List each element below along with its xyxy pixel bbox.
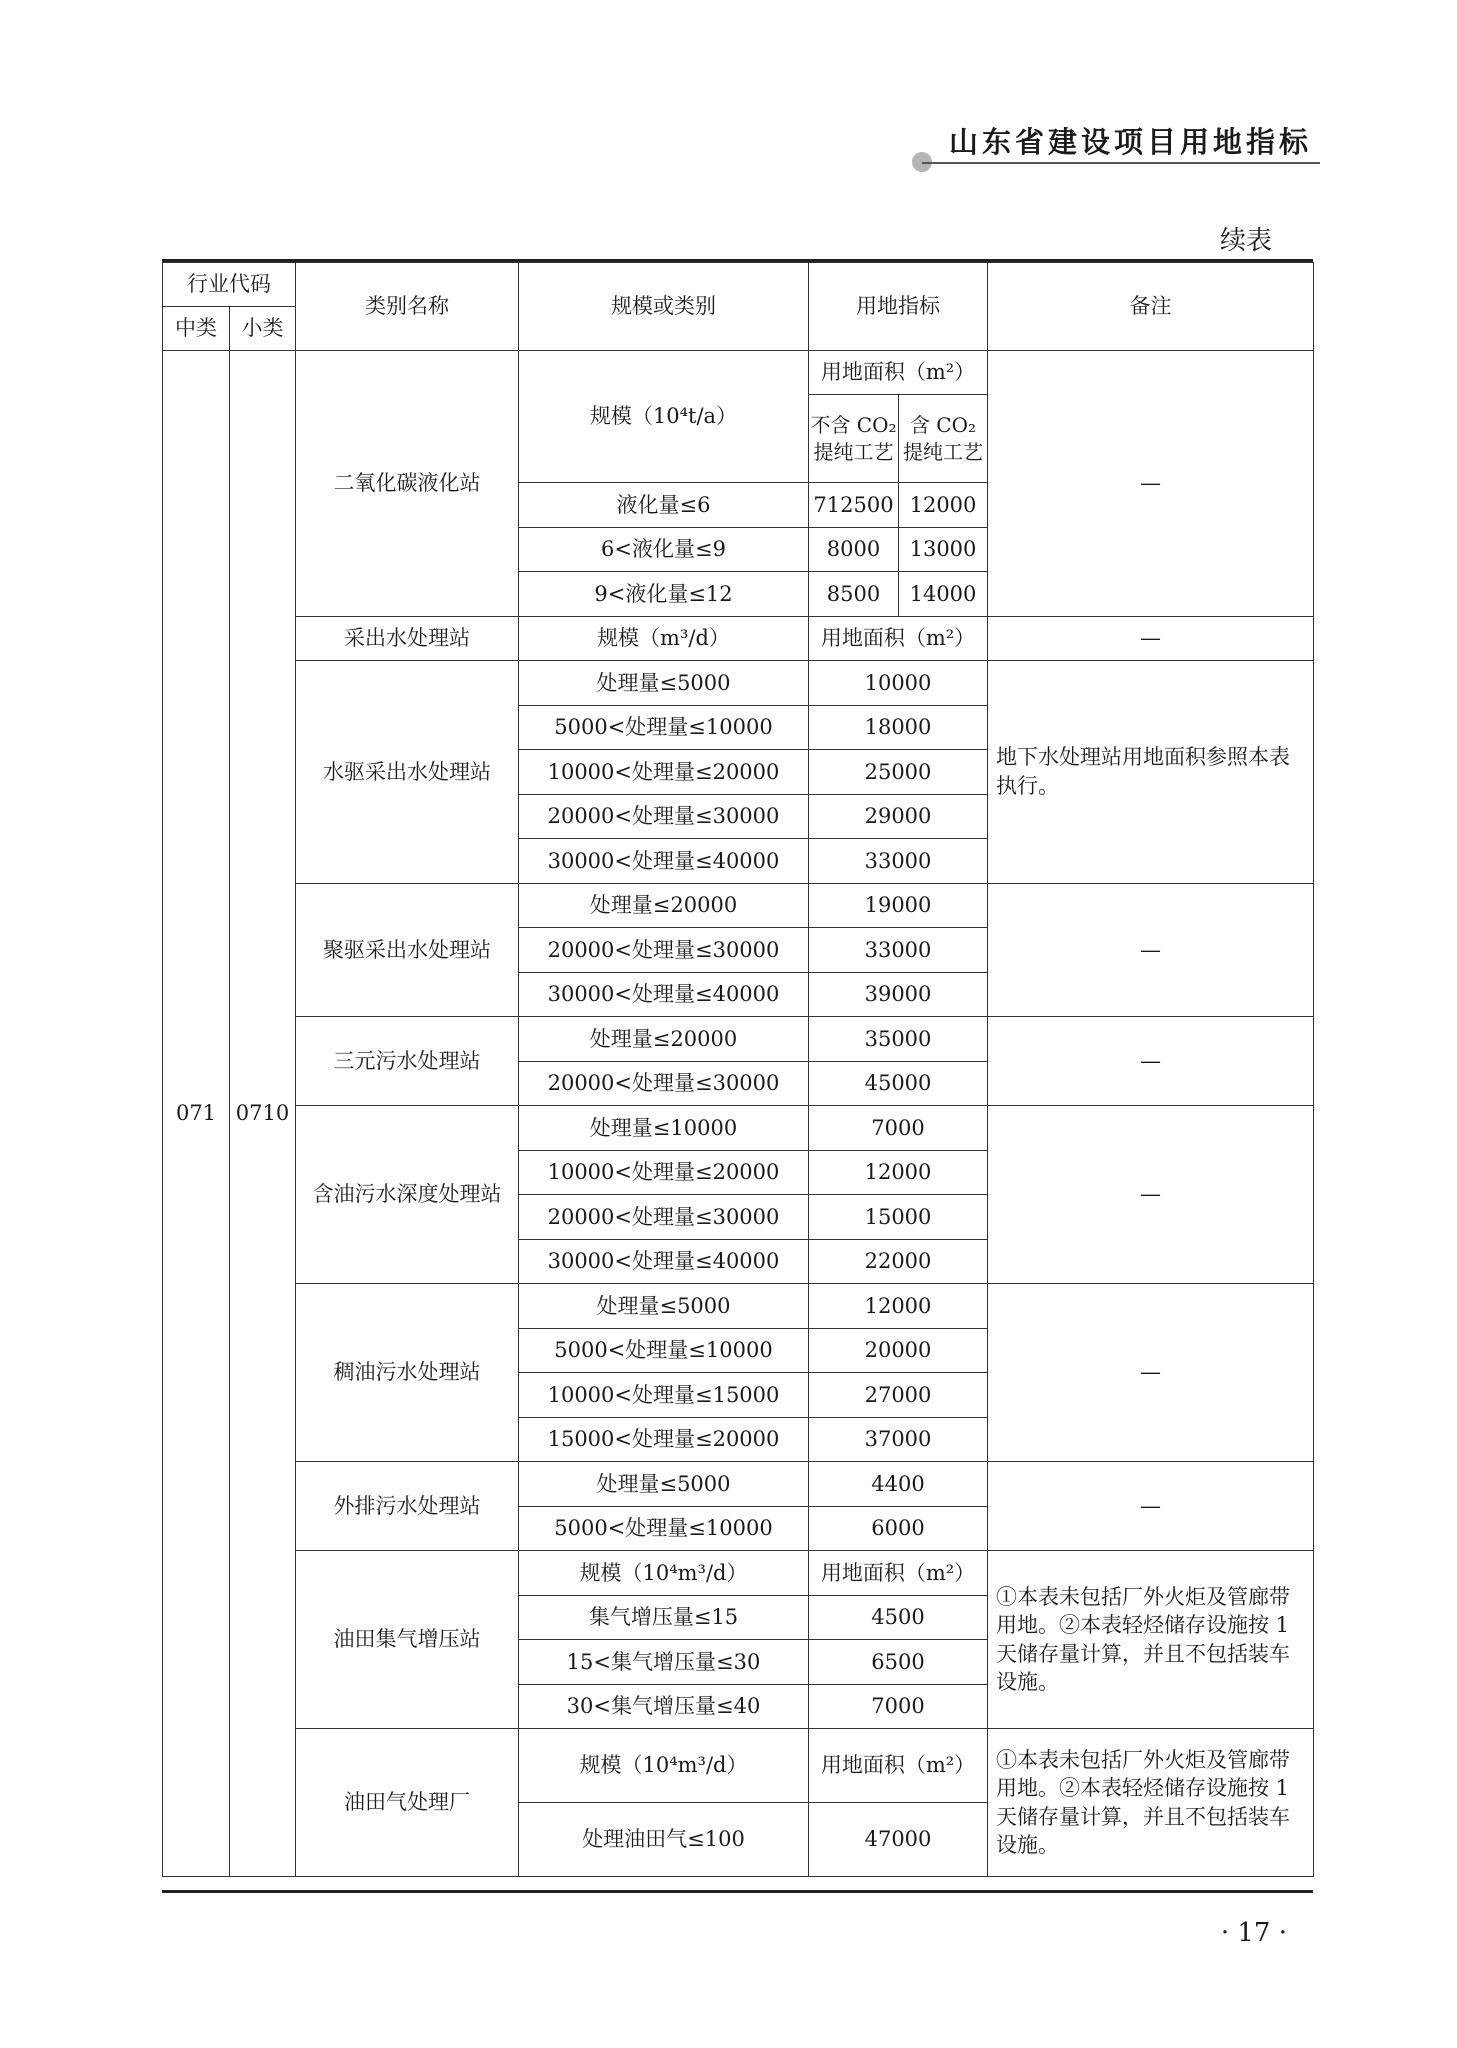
remark-cell: —: [988, 1462, 1314, 1551]
page-number: · 17 ·: [1220, 1918, 1287, 1948]
value-cell: 20000: [809, 1328, 988, 1373]
sub-header-without-purification: 不含 CO₂ 提纯工艺: [809, 395, 899, 483]
scale-cell: 处理量≤20000: [519, 883, 809, 928]
value-cell: 33000: [809, 839, 988, 884]
scale-header: 规模（m³/d）: [519, 616, 809, 661]
header-industry-code: 行业代码: [163, 263, 296, 307]
value-cell: 7000: [809, 1684, 988, 1729]
category-name: 稠油污水处理站: [296, 1284, 519, 1462]
remark-cell: —: [988, 351, 1314, 617]
value-cell: 19000: [809, 883, 988, 928]
value-cell: 4500: [809, 1595, 988, 1640]
scale-cell: 10000<处理量≤20000: [519, 1150, 809, 1195]
scale-cell: 20000<处理量≤30000: [519, 928, 809, 973]
category-name: 聚驱采出水处理站: [296, 883, 519, 1017]
value-cell: 47000: [809, 1803, 988, 1877]
remark-cell: —: [988, 1284, 1314, 1462]
value-cell: 29000: [809, 794, 988, 839]
scale-cell: 处理量≤5000: [519, 661, 809, 706]
category-name: 油田集气增压站: [296, 1551, 519, 1729]
scale-cell: 30000<处理量≤40000: [519, 972, 809, 1017]
value-cell: 37000: [809, 1417, 988, 1462]
area-header: 用地面积（m²）: [809, 1551, 988, 1596]
scale-cell: 6<液化量≤9: [519, 527, 809, 572]
remark-cell: —: [988, 616, 1314, 661]
area-header: 用地面积（m²）: [809, 616, 988, 661]
scale-cell: 15<集气增压量≤30: [519, 1640, 809, 1685]
scale-cell: 处理量≤20000: [519, 1017, 809, 1062]
running-header-title: 山东省建设项目用地指标: [948, 125, 1312, 159]
value-cell: 45000: [809, 1061, 988, 1106]
scale-header: 规模（10⁴m³/d）: [519, 1551, 809, 1596]
scale-cell: 30000<处理量≤40000: [519, 839, 809, 884]
scale-header: 规模（10⁴t/a）: [519, 351, 809, 483]
value-cell: 25000: [809, 750, 988, 795]
category-name: 油田气处理厂: [296, 1729, 519, 1877]
value-cell: 27000: [809, 1373, 988, 1418]
header-rule: [922, 162, 1320, 164]
header-remark: 备注: [988, 263, 1314, 351]
value-cell: 22000: [809, 1239, 988, 1284]
scale-cell: 集气增压量≤15: [519, 1595, 809, 1640]
value-cell: 12000: [809, 1284, 988, 1329]
scale-cell: 液化量≤6: [519, 483, 809, 528]
value-cell: 13000: [899, 527, 988, 572]
scale-cell: 处理量≤10000: [519, 1106, 809, 1151]
value-cell: 12000: [809, 1150, 988, 1195]
category-name: 水驱采出水处理站: [296, 661, 519, 884]
category-name: 含油污水深度处理站: [296, 1106, 519, 1284]
value-cell: 4400: [809, 1462, 988, 1507]
value-cell: 6000: [809, 1506, 988, 1551]
header-land-index: 用地指标: [809, 263, 988, 351]
value-cell: 8000: [809, 527, 899, 572]
category-name: 二氧化碳液化站: [296, 351, 519, 617]
table-bottom-rule: [162, 1890, 1313, 1893]
remark-cell: —: [988, 883, 1314, 1017]
scale-cell: 30000<处理量≤40000: [519, 1239, 809, 1284]
scale-cell: 处理油田气≤100: [519, 1803, 809, 1877]
value-cell: 33000: [809, 928, 988, 973]
scale-header: 规模（10⁴m³/d）: [519, 1729, 809, 1803]
scale-cell: 20000<处理量≤30000: [519, 1061, 809, 1106]
category-name: 外排污水处理站: [296, 1462, 519, 1551]
value-cell: 39000: [809, 972, 988, 1017]
value-cell: 15000: [809, 1195, 988, 1240]
value-cell: 7000: [809, 1106, 988, 1151]
remark-cell: ①本表未包括厂外火炬及管廊带用地。②本表轻烃储存设施按 1 天储存量计算，并且不包括装车设施。: [988, 1729, 1314, 1877]
remark-cell: —: [988, 1017, 1314, 1106]
scale-cell: 10000<处理量≤20000: [519, 750, 809, 795]
scale-cell: 9<液化量≤12: [519, 572, 809, 617]
category-name: 三元污水处理站: [296, 1017, 519, 1106]
area-header: 用地面积（m²）: [809, 351, 988, 395]
header-small-class: 小类: [230, 307, 296, 351]
header-category: 类别名称: [296, 263, 519, 351]
value-cell: 35000: [809, 1017, 988, 1062]
sub-header-with-purification: 含 CO₂ 提纯工艺: [899, 395, 988, 483]
value-cell: 18000: [809, 705, 988, 750]
scale-cell: 5000<处理量≤10000: [519, 1328, 809, 1373]
value-cell: 12000: [899, 483, 988, 528]
land-index-table: [162, 262, 1314, 1877]
header-mid-class: 中类: [163, 307, 230, 351]
header-scale: 规模或类别: [519, 263, 809, 351]
mid-class-code: 071: [163, 351, 230, 1877]
category-name: 采出水处理站: [296, 616, 519, 661]
scale-cell: 10000<处理量≤15000: [519, 1373, 809, 1418]
small-class-code: 0710: [230, 351, 296, 1877]
value-cell: 8500: [809, 572, 899, 617]
value-cell: 6500: [809, 1640, 988, 1685]
remark-cell: 地下水处理站用地面积参照本表执行。: [988, 661, 1314, 884]
scale-cell: 20000<处理量≤30000: [519, 794, 809, 839]
continued-label: 续表: [1219, 226, 1272, 256]
scale-cell: 处理量≤5000: [519, 1284, 809, 1329]
value-cell: 10000: [809, 661, 988, 706]
scale-cell: 30<集气增压量≤40: [519, 1684, 809, 1729]
area-header: 用地面积（m²）: [809, 1729, 988, 1803]
scale-cell: 15000<处理量≤20000: [519, 1417, 809, 1462]
value-cell: 14000: [899, 572, 988, 617]
value-cell: 712500: [809, 483, 899, 528]
remark-cell: ①本表未包括厂外火炬及管廊带用地。②本表轻烃储存设施按 1 天储存量计算，并且不包括装车设施。: [988, 1551, 1314, 1729]
scale-cell: 20000<处理量≤30000: [519, 1195, 809, 1240]
scale-cell: 处理量≤5000: [519, 1462, 809, 1507]
remark-cell: —: [988, 1106, 1314, 1284]
scale-cell: 5000<处理量≤10000: [519, 705, 809, 750]
scale-cell: 5000<处理量≤10000: [519, 1506, 809, 1551]
